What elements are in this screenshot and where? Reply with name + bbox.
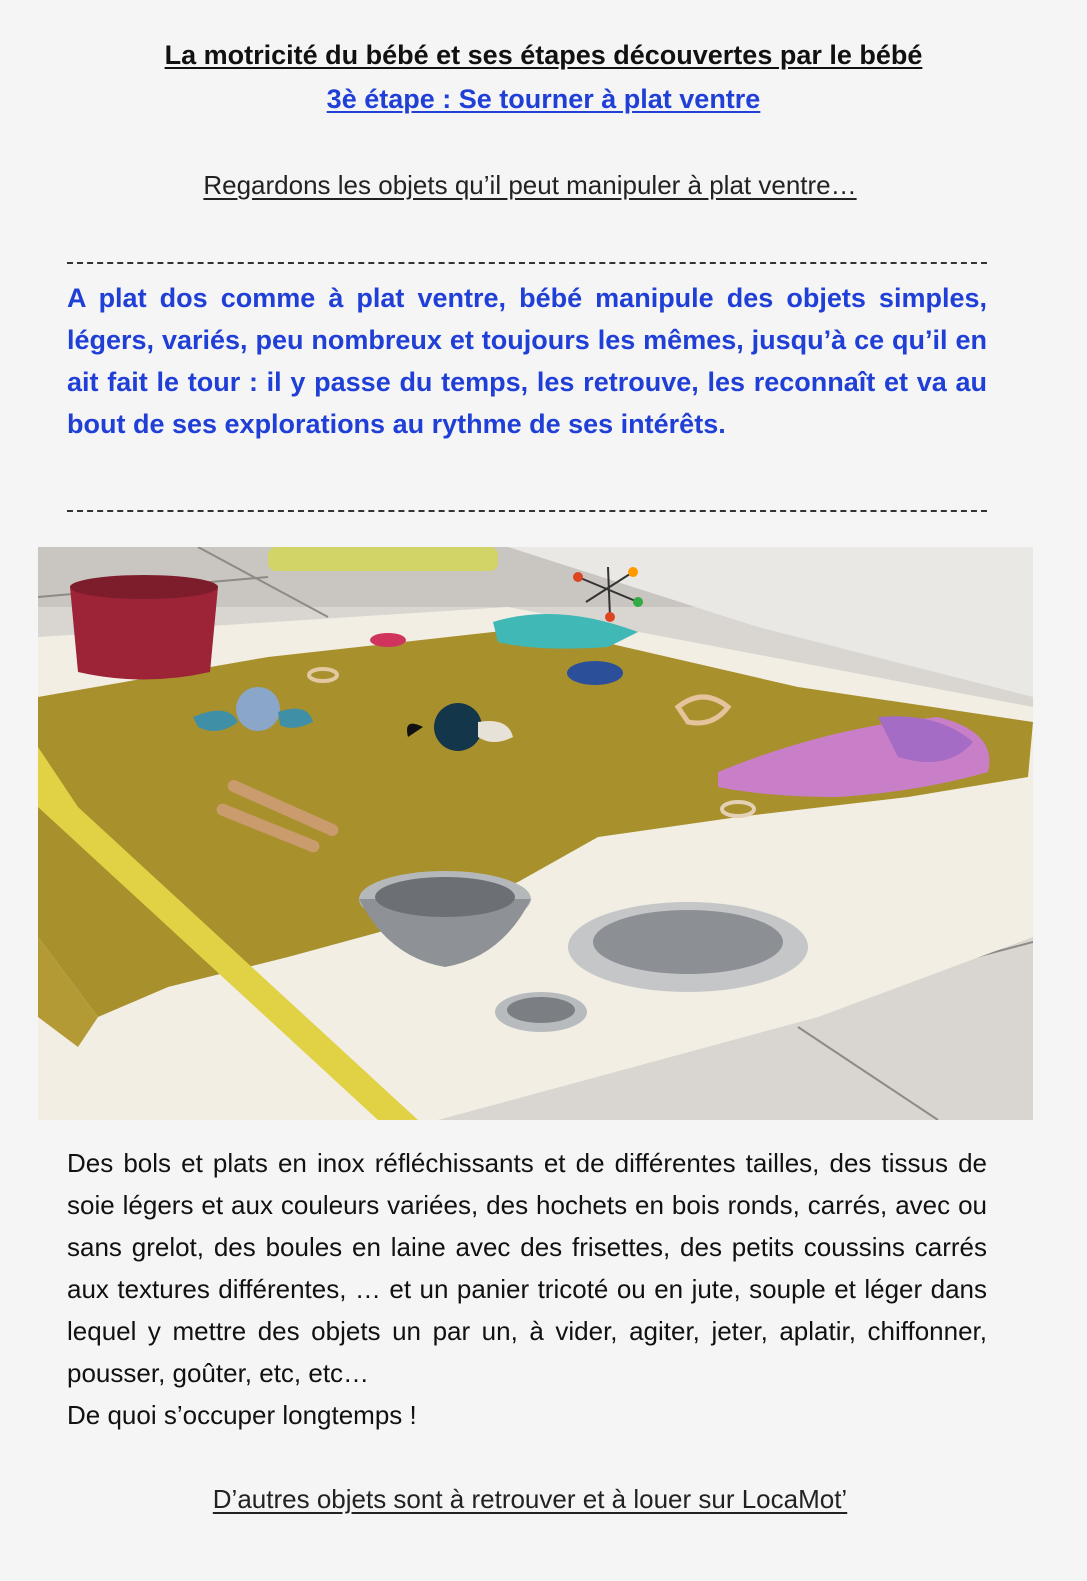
photo-play-mat <box>38 547 1033 1120</box>
dashed-divider-top <box>67 262 987 264</box>
page-subtitle[interactable]: 3è étape : Se tourner à plat ventre <box>326 84 761 114</box>
closing-line: De quoi s’occuper longtemps ! <box>67 1400 417 1430</box>
dashed-divider-bottom <box>67 510 987 512</box>
page-title: La motricité du bébé et ses étapes découvertes par le bébé <box>164 40 923 70</box>
intro-line: Regardons les objets qu’il peut manipuler à plat ventre… <box>203 170 857 200</box>
description-text <box>67 1142 987 1436</box>
description-paragraph: Des bols et plats en inox réfléchissants et de différentes tailles, des tissus de soie légers et aux couleurs variées, des hochets en bois ronds, carrés, avec ou sans grelot, des boules en laine avec des frisettes, des petits coussins carrés aux textures différentes, … et un panier tricoté ou en jute, souple et léger dans lequel y mettre des objets un par un, à vider, agiter, jeter, aplatir, chiffonner, pousser, goûter, etc, etc… <box>67 1148 987 1388</box>
highlight-paragraph: A plat dos comme à plat ventre, bébé manipule des objets simples, légers, variés, peu nombreux et toujours les mêmes, jusqu’à ce qu’il en ait fait le tour : il y passe du temps, les retrouve, les reconnaît et va au bout de ses explorations au rythme de ses intérêts. <box>67 283 987 439</box>
footer-link[interactable]: D’autres objets sont à retrouver et à louer sur LocaMot’ <box>212 1484 848 1514</box>
